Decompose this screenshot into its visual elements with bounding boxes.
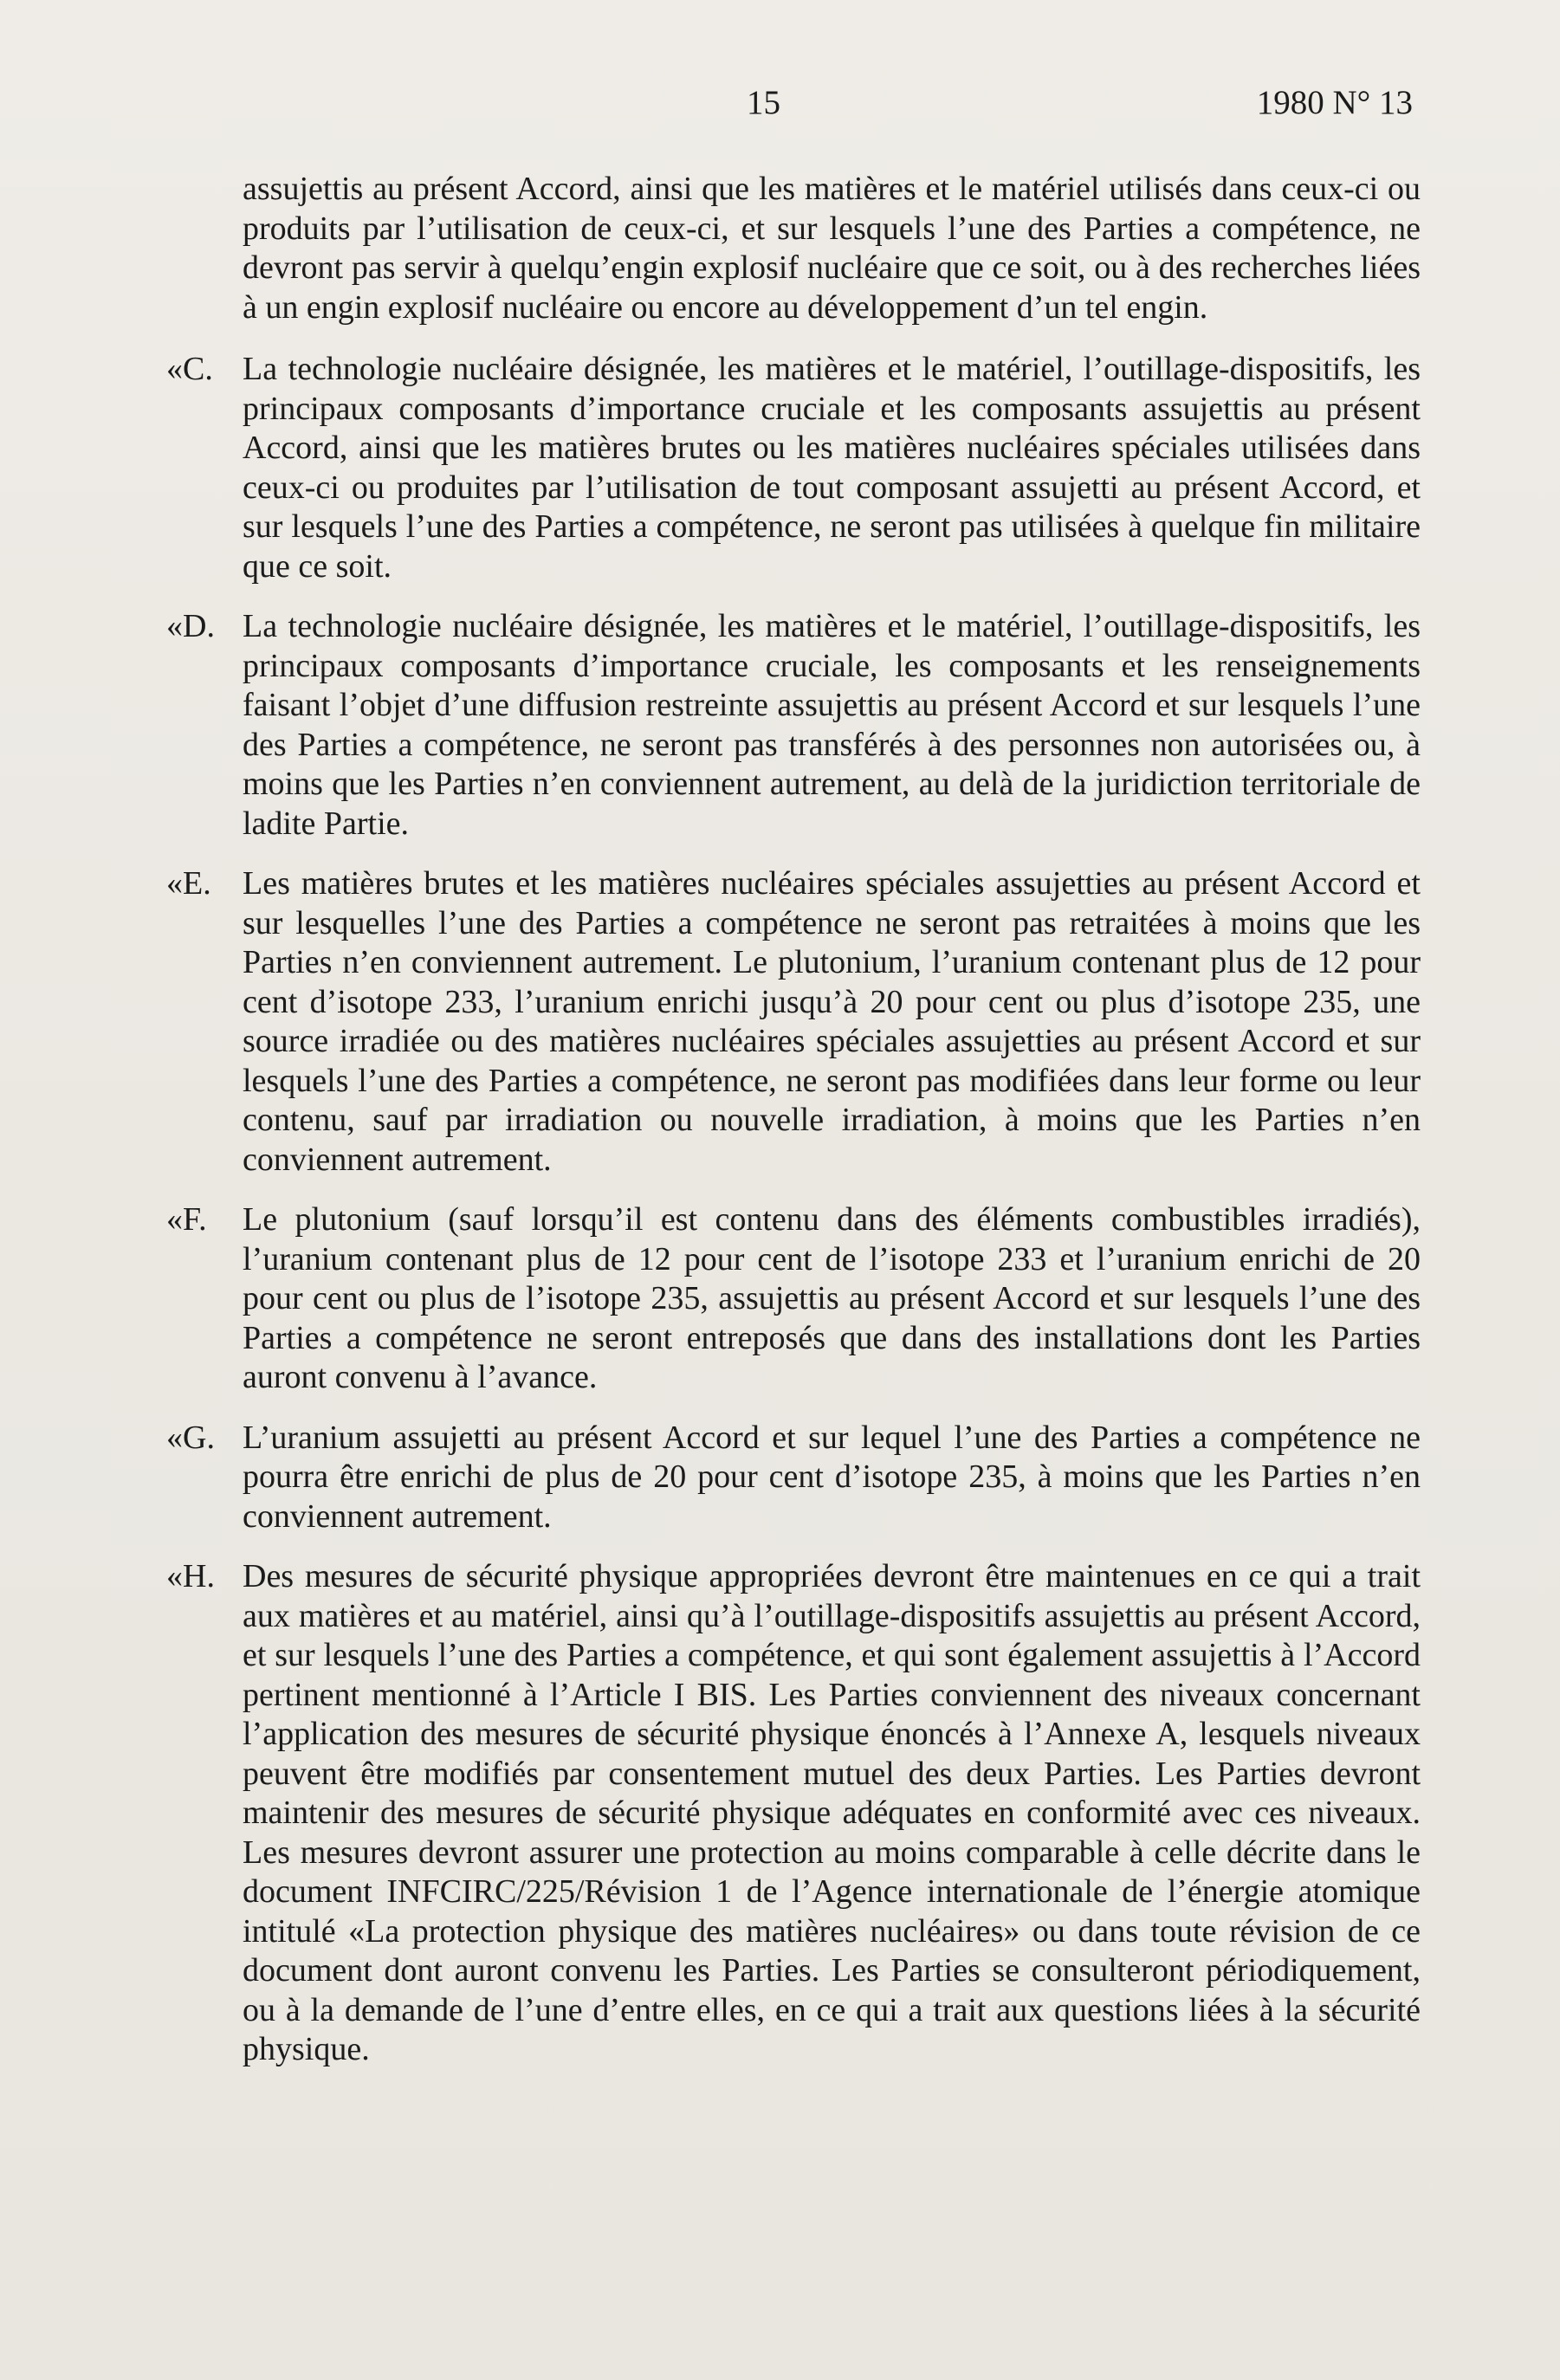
page-header [0,83,1560,135]
paragraph-h [166,1557,1421,2070]
paragraph-text: La technologie nucléaire désignée, les matières et le matériel, l’outillage-dispositifs, les principaux composants d’importance cruciale, les composants et les renseignements faisant l’objet d’une diffusion restreinte assujettis au présent Accord et sur lesquels l’une des Parties a compétence, ne seront pas transférés à des personnes non autorisées ou, à moins que les Parties n’en conviennent autrement, au delà de la juridiction territoriale de ladite Partie. [243,608,1421,842]
paragraph-label: «F. [166,1201,207,1238]
paragraph-e [166,864,1421,1180]
paragraph-continuation [166,170,1421,327]
paragraph-label: «G. [166,1419,215,1456]
paragraph-text: assujettis au présent Accord, ainsi que les matières et le matériel utilisés dans ceux-ci ou produits par l’utilisation de ceux-ci, et sur lesquels l’une des Parties a compétence, ne devront pas servir à quelqu’engin explosif nucléaire que ce soit, ou à des recherches liées à un engin explosif nucléaire ou encore au développement d’un tel engin. [243,171,1421,326]
paragraph-text: Les matières brutes et les matières nucléaires spéciales assujetties au présent Accord et sur lesquelles l’une des Parties a compétence ne seront pas retraitées à moins que les Parties n’en conviennent autrement. Le plutonium, l’uranium contenant plus de 12 pour cent d’isotope 233, l’uranium enrichi jusqu’à 20 pour cent ou plus d’isotope 235, une source irradiée ou des matières nucléaires spéciales assujetties au présent Accord et sur lesquels l’une des Parties a compétence, ne seront pas modifiées dans leur forme ou leur contenu, sauf par irradiation ou nouvelle irradiation, à moins que les Parties n’en conviennent autrement. [243,865,1421,1178]
paragraph-label: «E. [166,865,211,902]
page-number: 15 [747,84,780,121]
paragraph-text: L’uranium assujetti au présent Accord et sur lequel l’une des Parties a compétence ne pourra être enrichi de plus de 20 pour cent d’isotope 235, à moins que les Parties n’en conviennent autrement. [243,1419,1421,1535]
body-text [166,170,1421,2091]
paragraph-label: «D. [166,608,215,644]
paragraph-text: Des mesures de sécurité physique appropriées devront être maintenues en ce qui a trait aux matières et au matériel, ainsi qu’à l’outillage-dispositifs assujettis au présent Accord, et sur lesquels l’une des Parties a compétence, et qui sont également assujettis à l’Accord pertinent mentionné à l’Article I BIS. Les Parties conviennent des niveaux concernant l’application des mesures de sécurité physique énoncés à l’Annexe A, lesquels niveaux peuvent être modifiés par consentement mutuel des deux Parties. Les Parties devront maintenir des mesures de sécurité physique adéquates en conformité avec ces niveaux. Les mesures devront assurer une protection au moins comparable à celle décrite dans le document INFCIRC/225/Révision 1 de l’Agence internationale de l’énergie atomique intitulé «La protection physique des matières nucléaires» ou dans toute révision de ce document dont auront convenu les Parties. Les Parties se consulteront périodiquement, ou à la demande de l’une d’entre elles, en ce qui a trait aux questions liées à la sécurité physique. [243,1558,1421,2067]
paragraph-c [166,350,1421,586]
paragraph-text: La technologie nucléaire désignée, les matières et le matériel, l’outillage-dispositifs, les principaux composants d’importance cruciale et les composants assujettis au présent Accord, ainsi que les matières brutes ou les matières nucléaires spéciales utilisées dans ceux-ci ou produites par l’utilisation de tout composant assujetti au présent Accord, et sur lesquels l’une des Parties a compétence, ne seront pas utilisées à quelque fin militaire que ce soit. [243,351,1421,585]
paragraph-label: «H. [166,1558,215,1594]
document-reference: 1980 N° 13 [1256,84,1413,121]
paragraph-g [166,1419,1421,1537]
paragraph-f [166,1200,1421,1398]
paragraph-d [166,607,1421,844]
paragraph-label: «C. [166,351,213,387]
paragraph-text: Le plutonium (sauf lorsqu’il est contenu dans des éléments combustibles irradiés), l’uranium contenant plus de 12 pour cent de l’isotope 233 et l’uranium enrichi de 20 pour cent ou plus de l’isotope 235, assujettis au présent Accord et sur lesquels l’une des Parties a compétence ne seront entreposés que dans des installations dont les Parties auront convenu à l’avance. [243,1201,1421,1395]
